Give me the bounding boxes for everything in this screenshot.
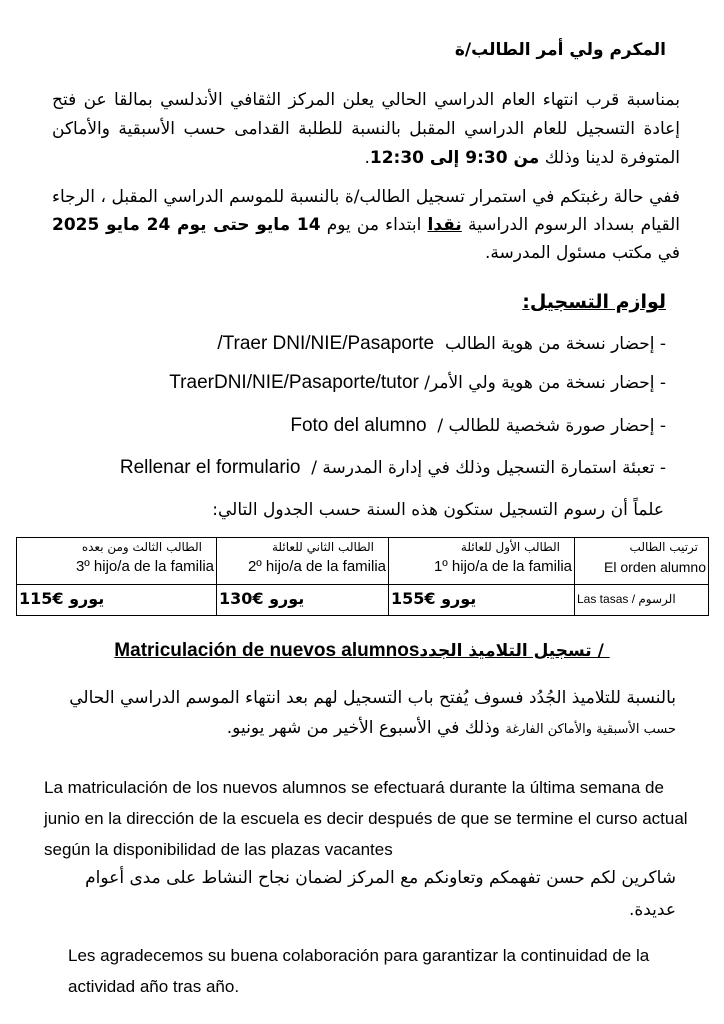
- payment-cash: نقدا: [427, 215, 462, 235]
- requirement-ar: - إحضار صورة شخصية للطالب /: [437, 416, 666, 436]
- thanks-es-paragraph: Les agradecemos su buena colaboración para garantizar la continuidad de la actividad año tras año.: [68, 946, 650, 996]
- new-students-ar-paragraph: [52, 683, 676, 745]
- intro-time: من 9:30 إلى 12:30: [369, 148, 540, 168]
- requirement-es: Traer DNI/NIE/Pasaporte/: [217, 333, 435, 354]
- intro-end: .: [364, 148, 370, 168]
- cell-ar-label: الطالب الأول للعائلة: [460, 540, 560, 554]
- intro-text: بمناسبة قرب انتهاء العام الدراسي الحالي يعلن المركز الثقافي الأندلسي بمالقا عن فتح إعادة التسجيل للعام الدراسي المقبل بالنسبة للطلبة القدامى حسب الأسبقية والأماكن المتوفرة لدينا وذلك: [52, 90, 680, 168]
- cell-ar-label: الطالب الثالث ومن بعده: [81, 540, 202, 554]
- cell-ar-label: الطالب الثاني للعائلة: [272, 540, 374, 554]
- requirement-ar: - إحضار نسخة من هوية ولي الأمر/: [424, 373, 666, 393]
- cell-es-label: El orden alumno: [604, 559, 706, 575]
- greeting-heading: المكرم ولي أمر الطالب/ة: [454, 40, 666, 60]
- new-students-heading: [0, 640, 724, 662]
- table-cell-first: [389, 538, 575, 585]
- intro-paragraph: [52, 86, 680, 173]
- requirement-es: Rellenar el formulario: [119, 457, 301, 478]
- new-ar-main: بالنسبة للتلاميذ الجُدُد فسوف يُفتح باب التسجيل لهم بعد انتهاء الموسم الدراسي الحالي: [69, 688, 676, 708]
- requirement-ar: - إحضار نسخة من هوية الطالب: [444, 334, 666, 354]
- table-cell-second: [217, 538, 389, 585]
- thanks-ar-paragraph: شاكرين لكم حسن تفهمكم وتعاونكم مع المركز لضمان نجاح النشاط على مدى أعوام عديدة.: [85, 868, 676, 920]
- cell-es-label: 1º hijo/a de la familia: [433, 558, 572, 575]
- cell-ar-label: ترتيب الطالب: [629, 540, 698, 554]
- payment-part2: ابتداء من يوم: [320, 215, 428, 235]
- table-row: [17, 585, 709, 616]
- table-row: [17, 538, 709, 585]
- new-students-es-paragraph: La matriculación de los nuevos alumnos se efectuará durante la última semana de junio en la dirección de la escuela es decir después de que se termine el curso actual según la disponibilidad de las plazas vacantes: [44, 778, 688, 859]
- cell-es-label: 3º hijo/a de la familia: [75, 558, 214, 575]
- payment-part3: في مكتب مسئول المدرسة.: [485, 243, 680, 263]
- new-heading-es: Matriculación de nuevos alumnos: [114, 640, 420, 661]
- new-ar-small: حسب الأسبقية والأماكن الفارغة: [505, 722, 676, 737]
- table-cell-order-header: [575, 538, 709, 585]
- requirement-item: [169, 372, 666, 394]
- requirement-ar: - تعبئة استمارة التسجيل وذلك في إدارة المدرسة /: [311, 458, 666, 478]
- requirements-heading: لوازم التسجيل:: [522, 291, 666, 313]
- fees-table: [16, 537, 709, 616]
- payment-dates: 14 مايو حتى يوم 24 مايو 2025: [52, 215, 321, 235]
- cell-es-label: 2º hijo/a de la familia: [247, 558, 386, 575]
- new-heading-ar: / تسجيل التلاميذ الجدد: [419, 641, 610, 661]
- requirement-item: [217, 333, 666, 355]
- requirement-item: [120, 457, 666, 479]
- fee-third: 115€ يورو: [17, 585, 217, 616]
- payment-part1: ففي حالة رغبتكم في استمرار تسجيل الطالب/ة بالنسبة للموسم الدراسي المقبل ، الرجاء القيام بسداد الرسوم الدراسية: [52, 187, 680, 235]
- tasas-label: Las tasas / الرسوم: [575, 585, 709, 616]
- requirement-es: TraerDNI/NIE/Pasaporte/tutor: [169, 372, 419, 393]
- fee-first: 155€ يورو: [389, 585, 575, 616]
- new-ar-end: وذلك في الأسبوع الأخير من شهر يونيو.: [226, 718, 506, 738]
- payment-paragraph: [52, 183, 680, 267]
- fee-note: علماً أن رسوم التسجيل ستكون هذه السنة حسب الجدول التالي:: [212, 500, 664, 520]
- requirement-es: Foto del alumno: [290, 415, 427, 436]
- fee-second: 130€ يورو: [217, 585, 389, 616]
- requirement-item: [290, 415, 666, 437]
- table-cell-third: [17, 538, 217, 585]
